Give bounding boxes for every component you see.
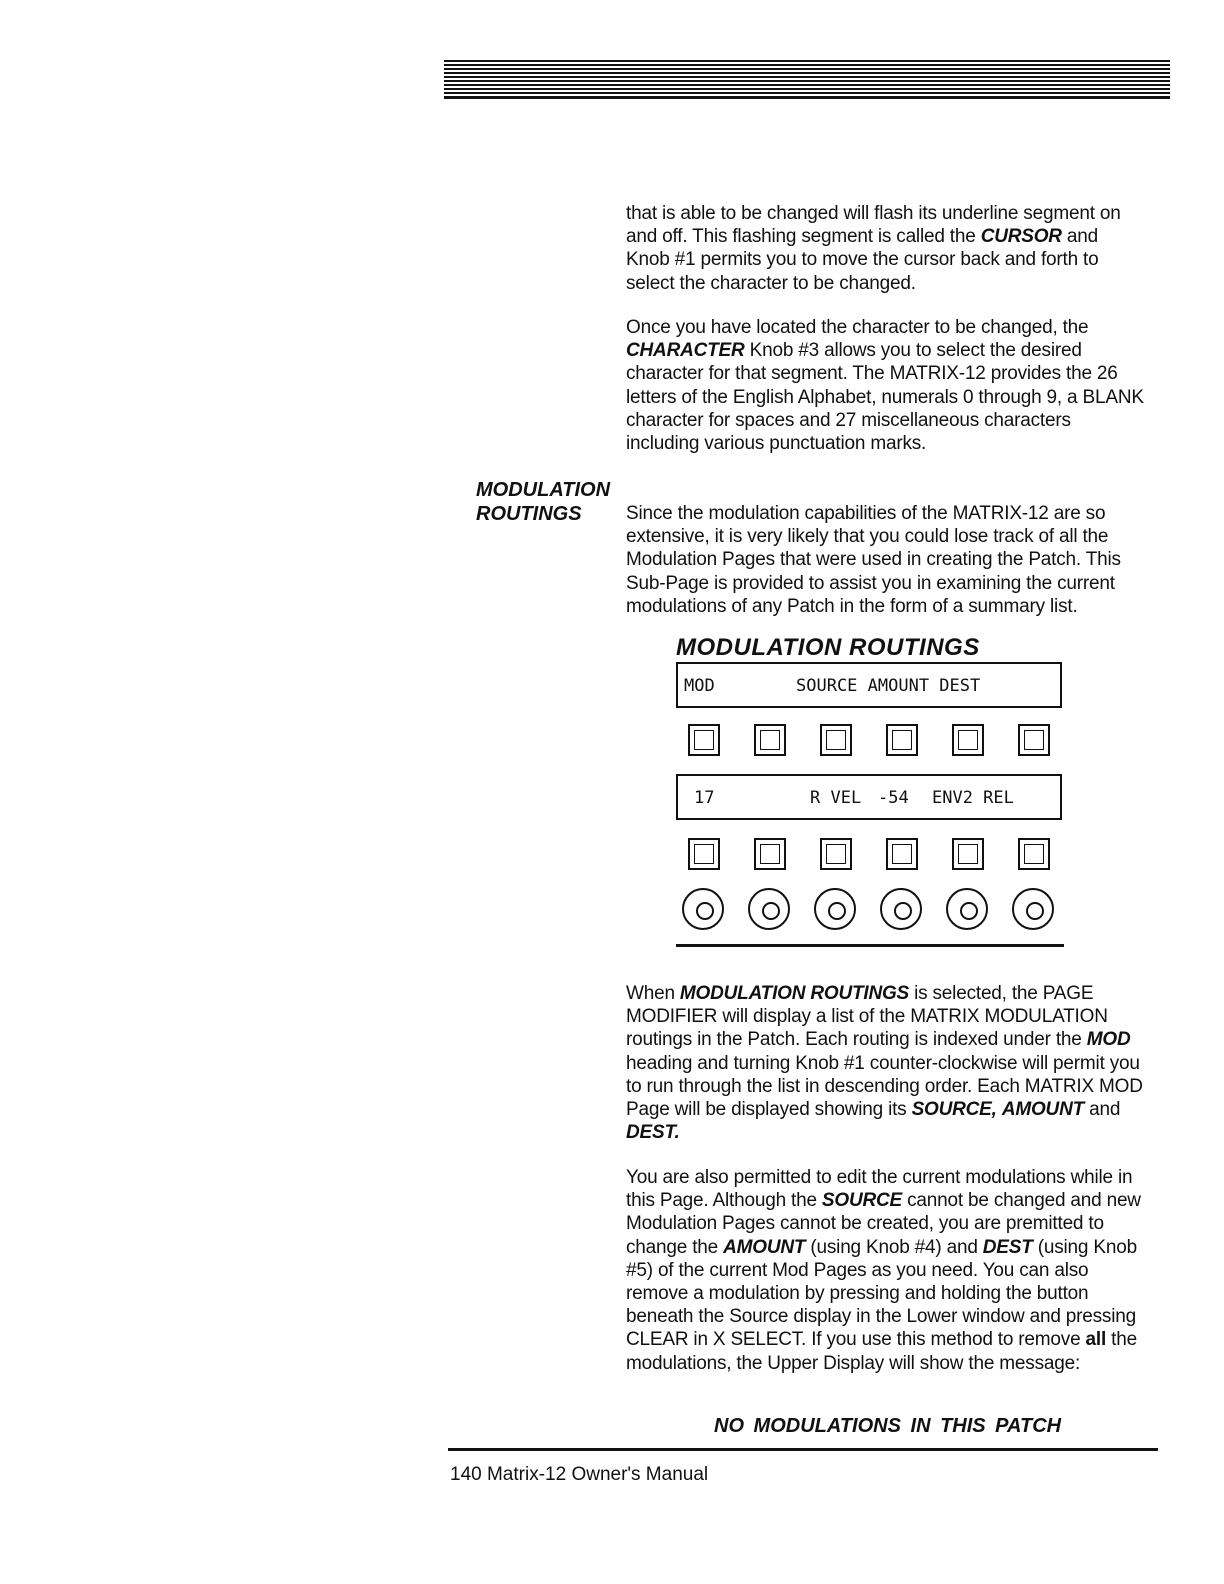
paragraph-editing [626,1166,1146,1375]
knob-1[interactable] [682,888,724,930]
lower-display [676,774,1062,820]
display-message: NO MODULATIONS IN THIS PATCH [714,1415,1062,1437]
display-button[interactable] [952,838,984,870]
display-button[interactable] [820,724,852,756]
para4-text-b: is selected, the PAGE MODIFIER will display a list of the MATRIX MODULATION routings in the Patch. Each routing is indexed under the [626,983,1108,1051]
paragraph-cursor [626,202,1146,295]
display-button[interactable] [820,838,852,870]
para4-emphasis-1: MODULATION ROUTINGS [679,983,910,1004]
para5-emphasis-2: AMOUNT [723,1236,806,1258]
lower-display-mod: 17 [694,788,715,808]
lower-display-amount: -54 [878,788,909,808]
para5-text-e: the modulations, the Upper Display will show the message: [626,1329,1137,1374]
para5-strong: all [1085,1329,1107,1351]
lower-display-dest: ENV2 REL [932,788,1014,808]
para1-text-a: that is able to be changed will flash its underline segment on and off. This flashing segment is called the [626,203,1121,248]
display-button[interactable] [886,724,918,756]
knob-4[interactable] [880,888,922,930]
upper-display-columns: SOURCE AMOUNT DEST [796,676,981,696]
figure-title: MODULATION ROUTINGS [676,634,980,661]
knob-row [680,888,1060,932]
para1-emphasis: CURSOR [980,226,1062,248]
para4-emphasis-2: MOD [1086,1029,1131,1051]
para2-emphasis: CHARACTER [626,340,745,362]
para5-emphasis-3: DEST [982,1236,1033,1258]
lower-button-row [688,838,1050,872]
figure-rule [676,944,1064,947]
section-heading [476,478,626,526]
upper-display-mod: MOD [684,676,715,696]
page-footer: 140 Matrix-12 Owner's Manual [450,1464,709,1485]
lower-display-source: R VEL [810,788,862,808]
para2-text-b: Knob #3 allows you to select the desired character for that segment. The MATRIX-12 provides the 26 letters of the English Alphabet, numerals 0 through 9, a BLANK character for spaces and 27 miscellaneous characters including various punctuation marks. [626,340,1144,455]
para5-text-b: cannot be changed and new Modulation Pages cannot be created, you are premitted to change the [626,1190,1141,1258]
para4-emphasis-3: SOURCE, [911,1099,997,1121]
display-button[interactable] [688,724,720,756]
display-button[interactable] [754,838,786,870]
paragraph-character [626,316,1146,455]
display-button[interactable] [1018,838,1050,870]
knob-6[interactable] [1012,888,1054,930]
para1-text-b: and Knob #1 permits you to move the cursor back and forth to select the character to be changed. [626,226,1099,294]
display-button[interactable] [1018,724,1050,756]
display-button[interactable] [688,838,720,870]
para5-text-a: You are also permitted to edit the current modulations while in this Page. Although the [626,1167,1133,1212]
para5-text-d: (using Knob #5) of the current Mod Pages as you need. You can also remove a modulation by pressing and holding the button beneath the Source display in the Lower window and pressing CLEAR in X SELECT. If you use this method to remove [626,1236,1137,1351]
para4-text-d: and [1084,1099,1121,1121]
para4-text-c: heading and turning Knob #1 counter-clockwise will permit you to run through the list in descending order. Each MATRIX MOD Page will be displayed showing its [626,1052,1143,1121]
para5-text-c: (using Knob #4) and [805,1236,983,1258]
section-heading-line1: MODULATION [476,479,611,501]
para4-emphasis-4: AMOUNT [1001,1099,1085,1121]
upper-button-row [688,724,1050,758]
para2-text-a: Once you have located the character to be changed, the [626,317,1089,338]
display-button[interactable] [754,724,786,756]
upper-display [676,662,1062,708]
display-button[interactable] [886,838,918,870]
footer-rule [448,1448,1158,1451]
knob-2[interactable] [748,888,790,930]
knob-5[interactable] [946,888,988,930]
para5-emphasis-1: SOURCE [821,1190,902,1212]
section-heading-line2: ROUTINGS [476,503,582,525]
display-button[interactable] [952,724,984,756]
knob-3[interactable] [814,888,856,930]
paragraph-intro: Since the modulation capabilities of the MATRIX-12 are so extensive, it is very likely that you could lose track of all the Modulation Pages that were used in creating the Patch. This Sub-Page is provided to assist you in examining the current modulations of any Patch in the form of a summary list. [626,503,1121,617]
paragraph-selection [626,982,1146,1144]
para4-text-a: When [626,983,680,1004]
header-rule-bar [444,60,1170,99]
para4-emphasis-5: DEST. [626,1122,680,1144]
